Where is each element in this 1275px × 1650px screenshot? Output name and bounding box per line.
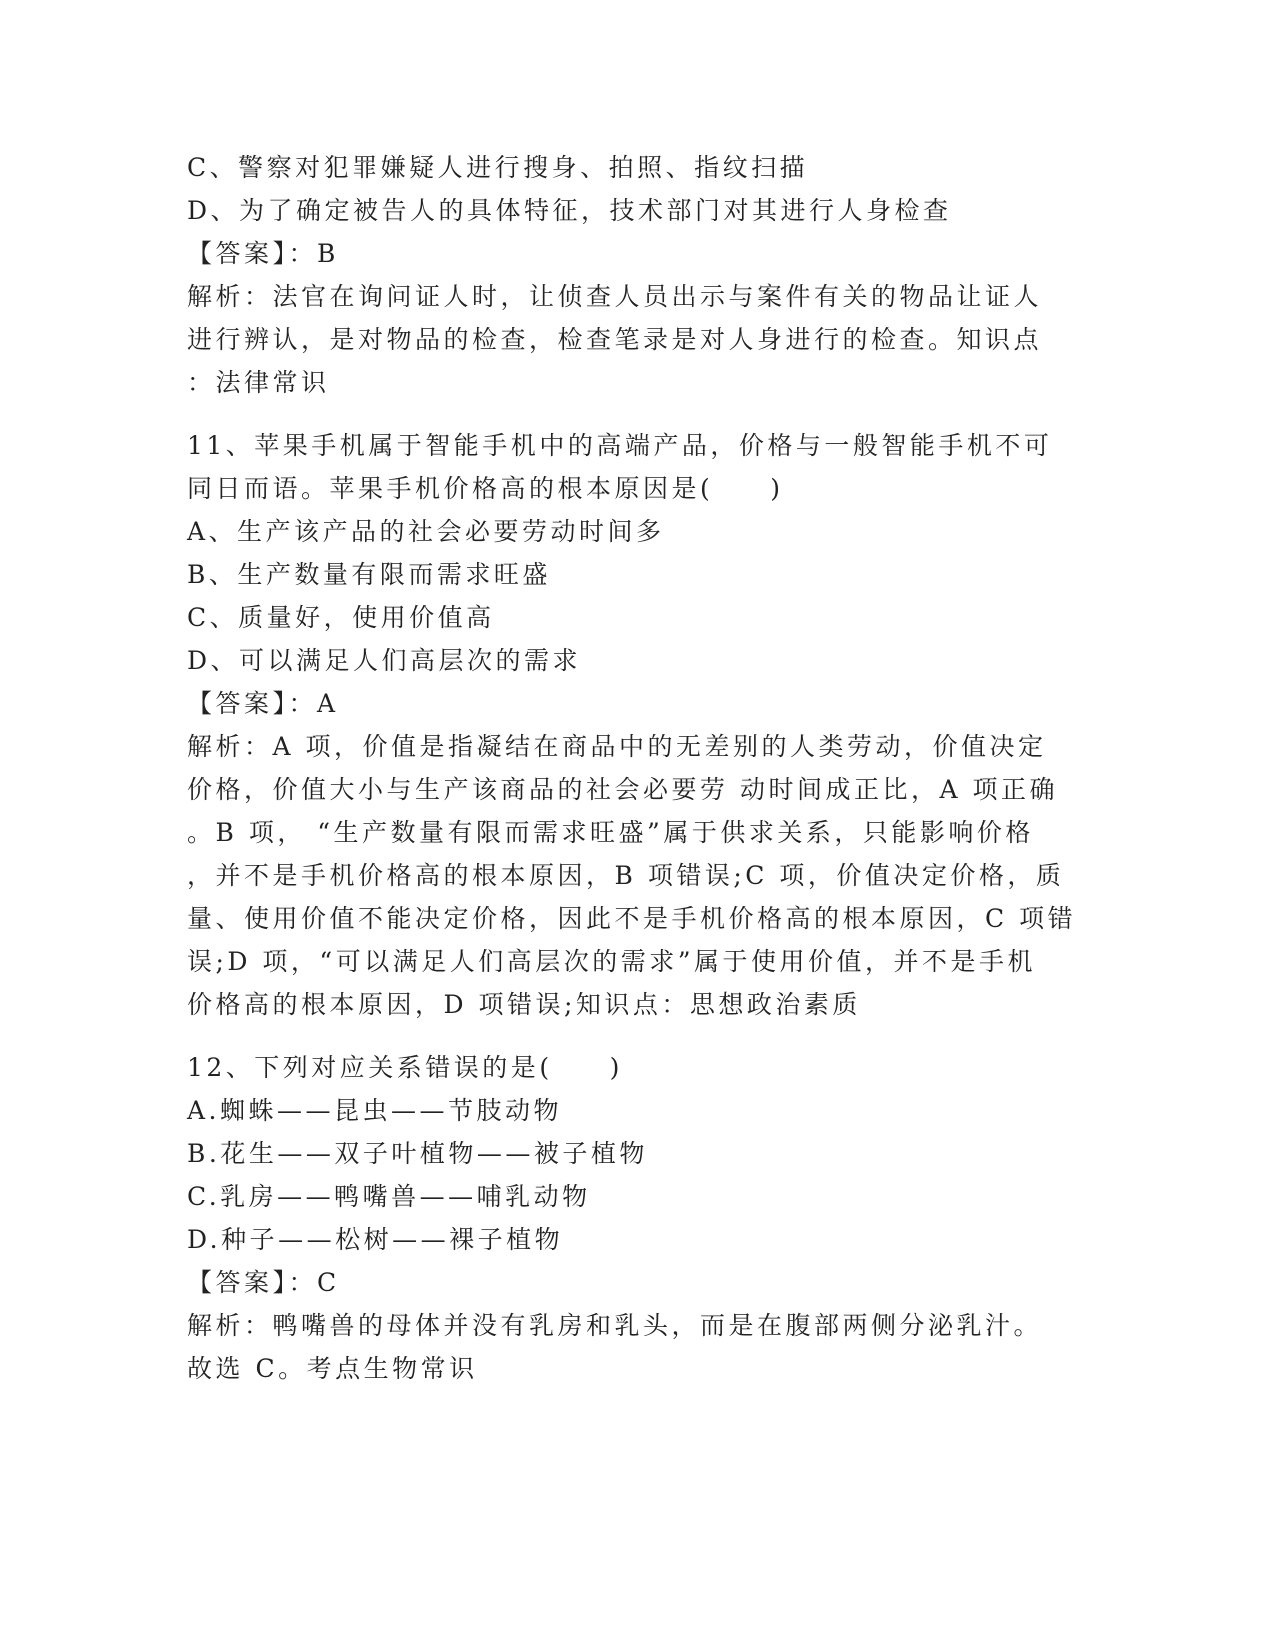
question-text: 同日而语。苹果手机价格高的根本原因是( ) xyxy=(187,474,784,503)
question-text: 11、苹果手机属于智能手机中的高端产品，价格与一般智能手机不可 xyxy=(187,431,1053,460)
question-10-section xyxy=(187,146,1087,404)
question-12-section xyxy=(187,1046,1087,1390)
option-b: B、生产数量有限而需求旺盛 xyxy=(187,560,551,589)
option-b: B.花生——双子叶植物——被子植物 xyxy=(187,1139,648,1168)
option-a: A.蜘蛛——昆虫——节肢动物 xyxy=(187,1096,563,1125)
analysis-line: 解析：鸭嘴兽的母体并没有乳房和乳头，而是在腹部两侧分泌乳汁。 xyxy=(187,1311,1043,1340)
analysis-line: 量、使用价值不能决定价格，因此不是手机价格高的根本原因，C 项错 xyxy=(187,904,1077,933)
option-c: C、质量好，使用价值高 xyxy=(187,603,495,632)
option-d: D.种子——松树——裸子植物 xyxy=(187,1225,564,1254)
analysis-line: 解析：法官在询问证人时，让侦查人员出示与案件有关的物品让证人 xyxy=(187,282,1043,311)
analysis-line: 误;D 项，“可以满足人们高层次的需求”属于使用价值，并不是手机 xyxy=(187,947,1036,976)
analysis-line: 故选 C。考点生物常识 xyxy=(187,1354,478,1383)
analysis-line: ：法律常识 xyxy=(187,368,330,397)
document-page xyxy=(187,146,1087,1390)
option-c: C、警察对犯罪嫌疑人进行搜身、拍照、指纹扫描 xyxy=(187,153,809,182)
question-11-section xyxy=(187,424,1087,1026)
option-d: D、为了确定被告人的具体特征，技术部门对其进行人身检查 xyxy=(187,196,952,225)
analysis-line: 价格高的根本原因，D 项错误;知识点：思想政治素质 xyxy=(187,990,861,1019)
analysis-line: 价格，价值大小与生产该商品的社会必要劳 动时间成正比，A 项正确 xyxy=(187,775,1058,804)
analysis-line: 解析：A 项，价值是指凝结在商品中的无差别的人类劳动，价值决定 xyxy=(187,732,1047,761)
option-d: D、可以满足人们高层次的需求 xyxy=(187,646,582,675)
analysis-line: 。B 项， “生产数量有限而需求旺盛”属于供求关系，只能影响价格 xyxy=(187,818,1034,847)
option-c: C.乳房——鸭嘴兽——哺乳动物 xyxy=(187,1182,591,1211)
answer-line: 【答案】：A xyxy=(187,689,339,718)
question-text: 12、下列对应关系错误的是( ) xyxy=(187,1053,623,1082)
analysis-line: 进行辨认，是对物品的检查，检查笔录是对人身进行的检查。知识点 xyxy=(187,325,1043,354)
option-a: A、生产该产品的社会必要劳动时间多 xyxy=(187,517,665,546)
answer-line: 【答案】：B xyxy=(187,239,339,268)
analysis-line: ，并不是手机价格高的根本原因，B 项错误;C 项，价值决定价格，质 xyxy=(187,861,1065,890)
answer-line: 【答案】：C xyxy=(187,1268,340,1297)
